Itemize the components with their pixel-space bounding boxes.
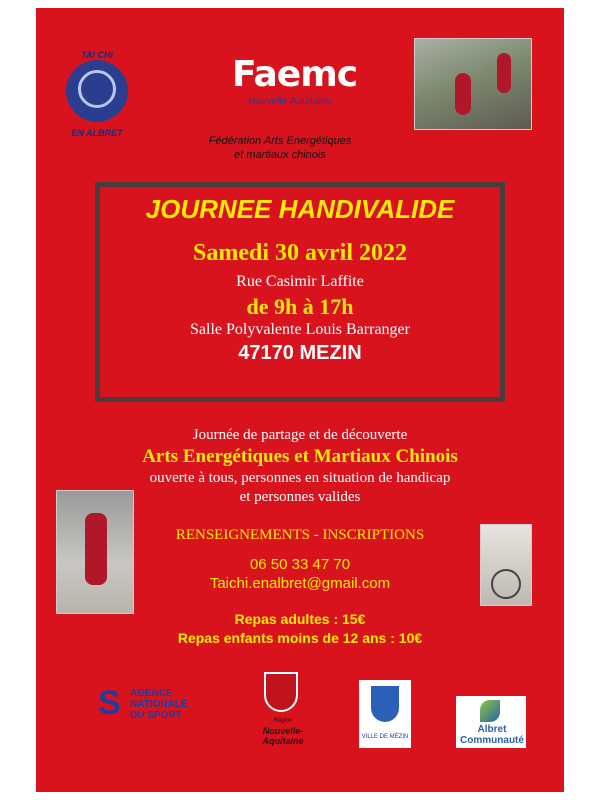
lion-shield-icon	[264, 672, 298, 712]
faemc-logo-subtitle: Nouvelle-Aquitaine	[248, 96, 332, 107]
albret-line-2: Communauté	[460, 735, 524, 746]
instructor-photo	[56, 490, 134, 614]
ans-line-1: AGENCE	[130, 688, 173, 699]
region-small-label: Région	[273, 718, 293, 724]
swirl-icon	[78, 70, 116, 108]
description-line-1: Journée de partage et de découverte	[192, 427, 408, 443]
region-line-2: Aquitaine	[262, 736, 304, 746]
contact-email: Taichi.enalbret@gmail.com	[209, 575, 391, 592]
event-hall: Salle Polyvalente Louis Barranger	[190, 321, 410, 338]
wheelchair-icon	[491, 569, 521, 599]
ans-line-3: DU SPORT	[130, 710, 182, 721]
federation-line-2: et martiaux chinois	[234, 149, 326, 161]
albret-line-1: Albret	[477, 724, 507, 735]
nouvelle-aquitaine-logo	[258, 672, 306, 752]
leaf-icon	[480, 700, 500, 722]
event-street: Rue Casimir Laffite	[236, 273, 364, 290]
instructor-figure	[85, 513, 107, 585]
contact-phone: 06 50 33 47 70	[249, 556, 351, 573]
ville-de-mezin-text: VILLE DE MÉZIN	[361, 734, 409, 740]
region-line-1: Nouvelle-	[262, 726, 304, 736]
practitioner-figure-1	[455, 73, 471, 115]
faemc-logo	[232, 54, 358, 110]
practitioner-figure-2	[497, 53, 511, 93]
albret-logo-text	[460, 724, 524, 746]
tai-chi-practitioners-photo	[414, 38, 532, 130]
taichi-logo-top-text: TAI CHI	[81, 50, 113, 60]
event-city: 47170 MEZIN	[238, 342, 362, 364]
faemc-logo-word: Faemc	[232, 54, 358, 95]
taichi-en-albret-logo	[52, 46, 142, 146]
description-line-4: et personnes valides	[239, 489, 361, 505]
ans-logo-text	[130, 688, 188, 721]
albret-communaute-logo	[456, 696, 526, 748]
ans-s-icon: S	[98, 684, 121, 722]
ans-line-2: NATIONALE	[130, 699, 188, 710]
fleur-de-lis-shield-icon	[371, 686, 399, 722]
meal-children: Repas enfants moins de 12 ans : 10€	[177, 630, 423, 646]
meal-adults: Repas adultes : 15€	[234, 611, 366, 627]
federation-line-1: Fédération Arts Energétiques	[208, 135, 352, 147]
event-title: JOURNEE HANDIVALIDE	[145, 194, 455, 224]
wheelchair-participant-photo	[480, 524, 532, 606]
contact-heading: RENSEIGNEMENTS - INSCRIPTIONS	[175, 527, 425, 543]
event-hours: de 9h à 17h	[246, 294, 354, 319]
agence-nationale-du-sport-logo	[98, 684, 204, 724]
event-date: Samedi 30 avril 2022	[193, 240, 407, 266]
description-line-3: ouverte à tous, personnes en situation de handicap	[149, 470, 451, 486]
federation-name	[200, 134, 360, 162]
taichi-logo-bottom-text: EN ALBRET	[71, 128, 123, 138]
description-discipline: Arts Energétiques et Martiaux Chinois	[142, 446, 458, 467]
ville-de-mezin-logo	[359, 680, 411, 748]
region-logo-text	[248, 716, 318, 746]
